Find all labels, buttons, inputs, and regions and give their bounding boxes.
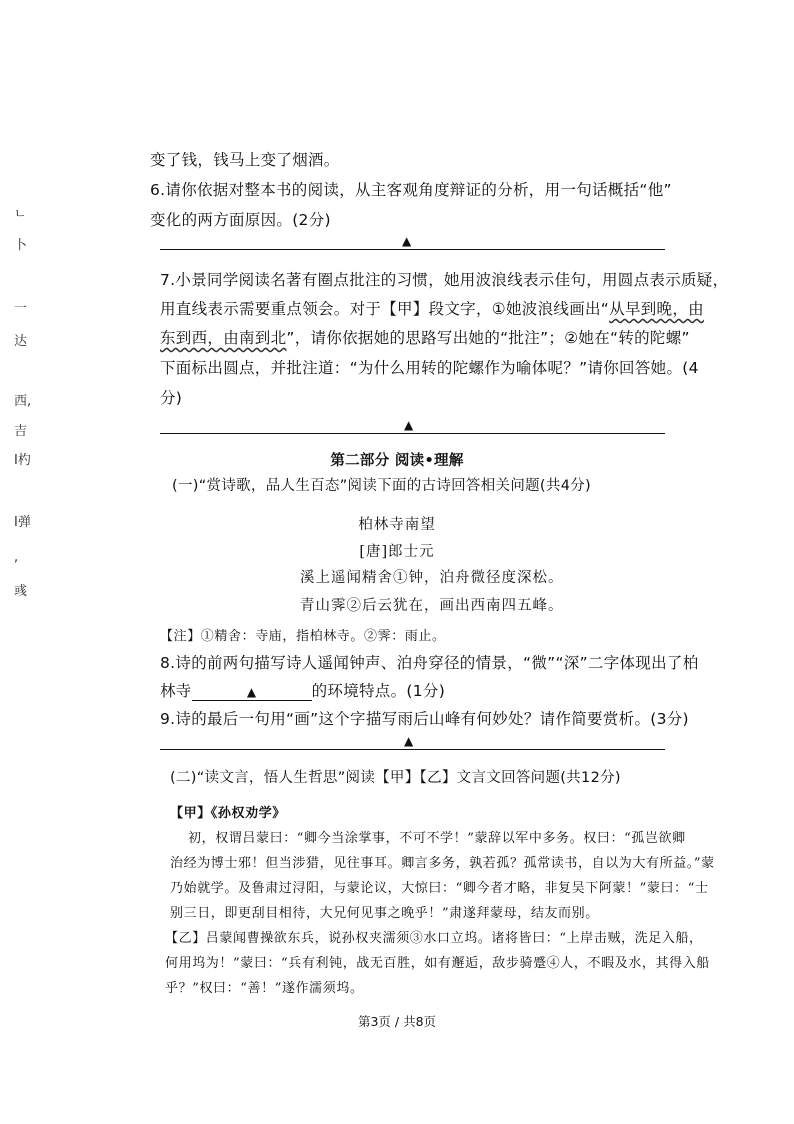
question-8-line1: 8.诗的前两句描写诗人遥闻钟声、泊舟穿径的情景，“微”“深”二字体现出了柏 [160, 654, 699, 672]
margin-mark: ㄴ [14, 207, 27, 222]
margin-mark: 吉 [14, 424, 28, 439]
text-jia-title: 【甲】《孙权劝学》 [170, 806, 286, 821]
answer-triangle-icon: ▲ [404, 734, 414, 748]
answer-line [160, 249, 665, 250]
fill-in-blank[interactable] [192, 682, 312, 701]
text-jia-line: 别三日，即更刮目相待，大兄何见事之晚乎！”肃遂拜蒙母，结友而别。 [170, 906, 599, 921]
question-6-line1: 6.请你依据对整本书的阅读，从主客观角度辩证的分析，用一句话概括“他” [150, 181, 672, 199]
margin-mark: 卜 [14, 238, 28, 253]
question-7-line5: 分) [160, 389, 183, 407]
section-1-heading: (一)“赏诗歌，品人生百态”阅读下面的古诗回答相关问题(共4分) [172, 478, 591, 494]
margin-mark: 西, [14, 394, 32, 409]
question-8-line2 [160, 679, 445, 701]
text-yi-line: 【乙】吕蒙闻曹操欲东兵，说孙权夹濡须③水口立坞。诸将皆曰：“上岸击贼，洗足入船， [165, 931, 703, 946]
text-jia-line: 乃始就学。及鲁肃过浔阳，与蒙论议，大惊曰：“卿今者才略，非复吴下阿蒙！”蒙曰：“士 [170, 881, 709, 896]
answer-line [160, 749, 665, 750]
question-6-line2: 变化的两方面原因。(2分) [150, 211, 331, 229]
margin-mark: 彧 [14, 584, 28, 599]
text-yi-line: 何用坞为！”蒙曰：“兵有利钝，战无百胜，如有邂逅，敌步骑蹙④人，不暇及水，其得入船 [165, 956, 710, 971]
question-7-line4: 下面标出圆点，并批注道：“为什么用转的陀螺作为喻体呢？”请你回答她。(4 [160, 359, 699, 377]
answer-triangle-icon: ▲ [402, 234, 412, 248]
margin-mark: I弹 [14, 515, 31, 530]
question-7-line2 [160, 297, 704, 319]
question-8-suffix: 的环境特点。(1分) [311, 682, 446, 700]
question-7-line1: 7.小景同学阅读名著有圈点批注的习惯，她用波浪线表示佳句，用圆点表示质疑， [160, 271, 729, 289]
text-yi-line: 乎？”权曰：“善！”遂作濡须坞。 [165, 981, 364, 996]
text-jia-line: 治经为博士邪！但当涉猎，见往事耳。卿言多务，孰若孤？孤常读书，自以为大有所益。”蒙 [170, 856, 715, 871]
answer-triangle-icon: ▲ [404, 418, 414, 432]
wavy-underlined-text: 从早到晚，由 [609, 300, 704, 318]
margin-mark: 一 [14, 301, 28, 316]
wavy-underlined-text: 东到西，由南到北 [160, 329, 287, 347]
question-7-line2-text: 用直线表示需要重点领会。对于【甲】段文字，①她波浪线画出“ [160, 300, 610, 318]
poem-title: 柏林寺南望 [358, 517, 436, 533]
part-2-title: 第二部分 阅读•理解 [330, 453, 464, 469]
page-number: 第3页 / 共8页 [357, 1014, 437, 1029]
question-7-line3-text: ”，请你依据她的思路写出她的“批注”；②她在“转的陀螺” [286, 329, 690, 347]
margin-mark: 达 [14, 334, 28, 349]
question-8-prefix: 林寺 [160, 682, 192, 700]
margin-mark: I杓 [14, 453, 31, 468]
poem-author: [唐]郎士元 [359, 544, 435, 560]
answer-triangle-icon: ▲ [246, 685, 257, 699]
question-5-tail: 变了钱，钱马上变了烟酒。 [150, 151, 340, 169]
margin-mark: , [14, 550, 19, 565]
poem-line-1: 溪上遥闻精舍①钟，泊舟微径度深松。 [300, 570, 564, 586]
poem-note: 【注】①精舍：寺庙，指柏林寺。②霁：雨止。 [160, 629, 446, 644]
poem-line-2: 青山霁②后云犹在，画出西南四五峰。 [300, 598, 564, 614]
question-7-line3 [160, 326, 690, 348]
answer-line [160, 433, 665, 434]
section-2-heading: (二)“读文言，悟人生哲思”阅读【甲】【乙】文言文回答问题(共12分) [170, 770, 621, 786]
text-jia-line: 初，权谓吕蒙曰：“卿今当涂掌事，不可不学！”蒙辞以军中多务。权曰：“孤岂欲卿 [188, 831, 686, 846]
question-9: 9.诗的最后一句用“画”这个字描写雨后山峰有何妙处？请作简要赏析。(3分) [160, 710, 689, 728]
